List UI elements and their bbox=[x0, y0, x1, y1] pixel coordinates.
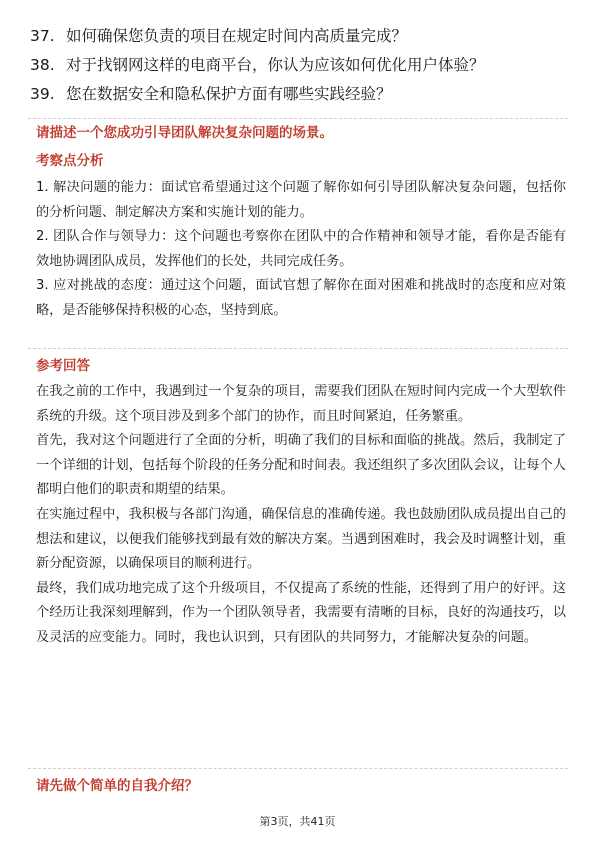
question-number: 38. bbox=[30, 56, 55, 74]
section-title: 请先做个简单的自我介绍？ bbox=[36, 778, 198, 794]
question-item bbox=[30, 22, 570, 51]
section-title: 请描述一个您成功引导团队解决复杂问题的场景。 bbox=[36, 125, 333, 141]
question-item bbox=[30, 80, 570, 109]
section-divider bbox=[28, 768, 568, 769]
answer-paragraph: 在实施过程中，我积极与各部门沟通，确保信息的准确传递。我也鼓励团队成员提出自己的想法和建议，以便我们能够找到最有效的解决方案。当遇到困难时，我会及时调整计划，重新分配资源，以确保项目的顺利进行。 bbox=[36, 506, 566, 572]
question-item bbox=[30, 51, 570, 80]
answer-paragraph: 在我之前的工作中，我遇到过一个复杂的项目，需要我们团队在短时间内完成一个大型软件系统的升级。这个项目涉及到多个部门的协作，而且时间紧迫，任务繁重。 bbox=[36, 384, 566, 424]
question-number: 37. bbox=[30, 27, 55, 45]
question-list bbox=[30, 22, 570, 109]
analysis-item: 3. 应对挑战的态度：通过这个问题，面试官想了解你在面对困难和挑战时的态度和应对策略，是否能够保持积极的心态，坚持到底。 bbox=[36, 278, 566, 318]
analysis-list bbox=[36, 176, 566, 324]
analysis-item: 1. 解决问题的能力：面试官希望通过这个问题了解你如何引导团队解决复杂问题，包括你的分析问题、制定解决方案和实施计划的能力。 bbox=[36, 180, 566, 220]
question-text: 如何确保您负责的项目在规定时间内高质量完成？ bbox=[66, 27, 408, 45]
question-number: 39. bbox=[30, 85, 55, 103]
answer-heading: 参考回答 bbox=[36, 358, 90, 374]
answer-paragraph: 最终，我们成功地完成了这个升级项目，不仅提高了系统的性能，还得到了用户的好评。这个经历让我深刻理解到，作为一个团队领导者，我需要有清晰的目标，良好的沟通技巧，以及灵活的应变能力。同时，我也认识到，只有团队的共同努力，才能解决复杂的问题。 bbox=[36, 580, 566, 645]
answer-body bbox=[36, 380, 566, 651]
section-divider bbox=[28, 118, 568, 119]
page-footer: 第3页，共41页 bbox=[259, 815, 336, 828]
analysis-item: 2. 团队合作与领导力：这个问题也考察你在团队中的合作精神和领导才能，看你是否能有效地协调团队成员，发挥他们的长处，共同完成任务。 bbox=[36, 229, 566, 269]
section-divider bbox=[28, 348, 568, 349]
question-text: 对于找钢网这样的电商平台，你认为应该如何优化用户体验？ bbox=[66, 56, 485, 74]
answer-paragraph: 首先，我对这个问题进行了全面的分析，明确了我们的目标和面临的挑战。然后，我制定了一个详细的计划，包括每个阶段的任务分配和时间表。我还组织了多次团队会议，让每个人都明白他们的职责和期望的结果。 bbox=[36, 433, 566, 498]
analysis-heading: 考察点分析 bbox=[36, 153, 104, 169]
question-text: 您在数据安全和隐私保护方面有哪些实践经验？ bbox=[66, 85, 392, 103]
